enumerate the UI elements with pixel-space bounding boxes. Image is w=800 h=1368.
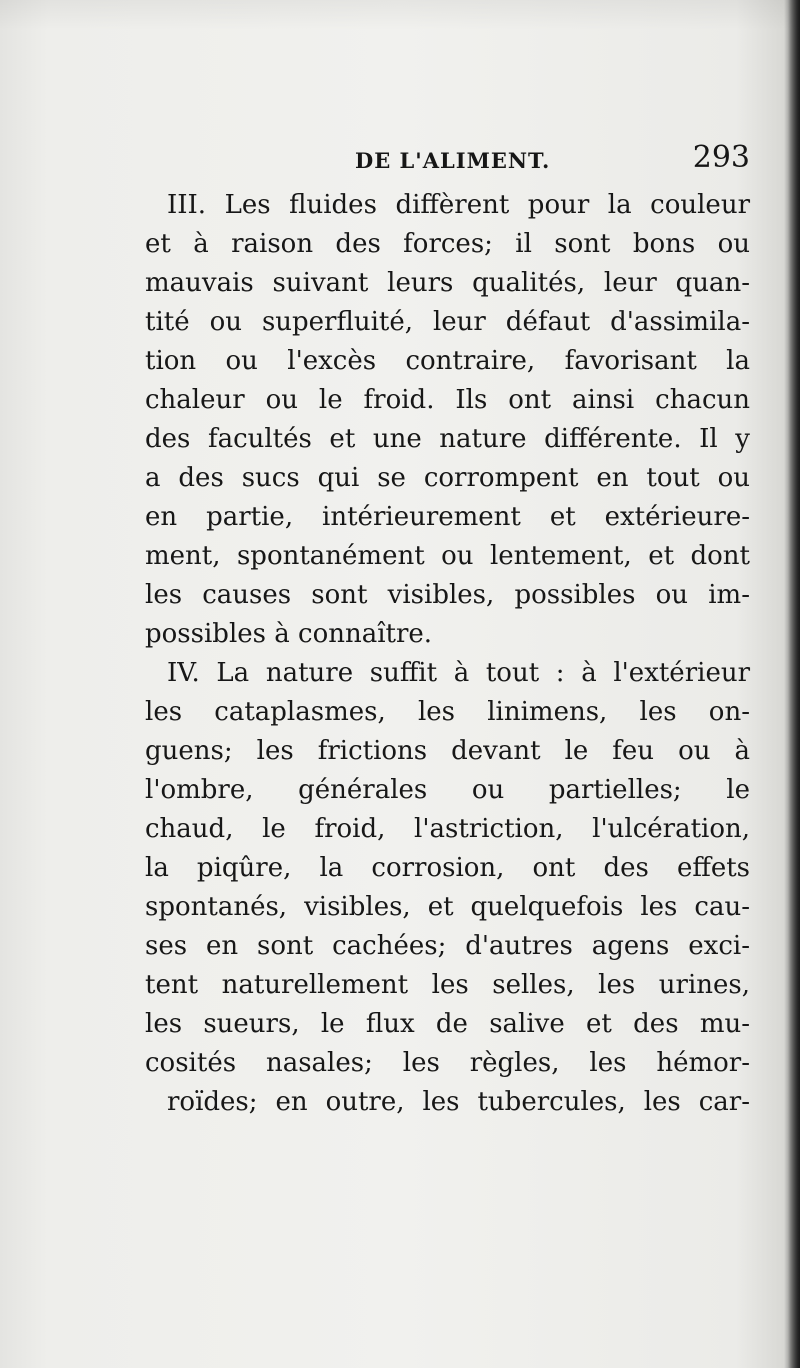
text-line-11: les causes sont visibles, possibles ou im- [145,580,750,610]
text-line-5: tion ou l'excès contraire, favorisant la [145,346,750,376]
text-line-15: guens; les frictions devant le feu ou à [145,736,750,766]
text-line-17: chaud, le froid, l'astriction, l'ulcération, [145,814,750,844]
running-title: DE L'ALIMENT. [355,148,551,173]
text-line-10: ment, spontanément ou lentement, et dont [145,541,750,571]
text-line-7: des facultés et une nature différente. Il y [145,424,750,454]
text-line-21: tent naturellement les selles, les urines, [145,970,750,1000]
page-binding-edge [788,0,800,1368]
text-line-6: chaleur ou le froid. Ils ont ainsi chacun [145,385,750,415]
text-line-20: ses en sont cachées; d'autres agens exci- [145,931,750,961]
text-line-4: tité ou superfluité, leur défaut d'assimila- [145,307,750,337]
text-line-16: l'ombre, générales ou partielles; le [145,775,750,805]
text-line-23: cosités nasales; les règles, les hémor- [145,1048,750,1078]
text-line-19: spontanés, visibles, et quelquefois les cau- [145,892,750,922]
text-line-1: III. Les fluides diffèrent pour la couleur [167,190,750,220]
page-top-shade [0,0,800,30]
text-line-3: mauvais suivant leurs qualités, leur quan- [145,268,750,298]
page-header [145,138,750,182]
text-line-12: possibles à connaître. [145,619,433,649]
text-line-22: les sueurs, le flux de salive et des mu- [145,1009,750,1039]
body-text [145,186,750,1122]
text-line-9: en partie, intérieurement et extérieure- [145,502,750,532]
text-line-18: la piqûre, la corrosion, ont des effets [145,853,750,883]
text-line-14: les cataplasmes, les linimens, les on- [145,697,750,727]
text-line-13: IV. La nature suffit à tout : à l'extérieur [167,658,750,688]
text-line-2: et à raison des forces; il sont bons ou [145,229,750,259]
text-line-8: a des sucs qui se corrompent en tout ou [145,463,750,493]
page-number: 293 [692,140,750,175]
text-line-24: roïdes; en outre, les tubercules, les car- [167,1087,750,1117]
